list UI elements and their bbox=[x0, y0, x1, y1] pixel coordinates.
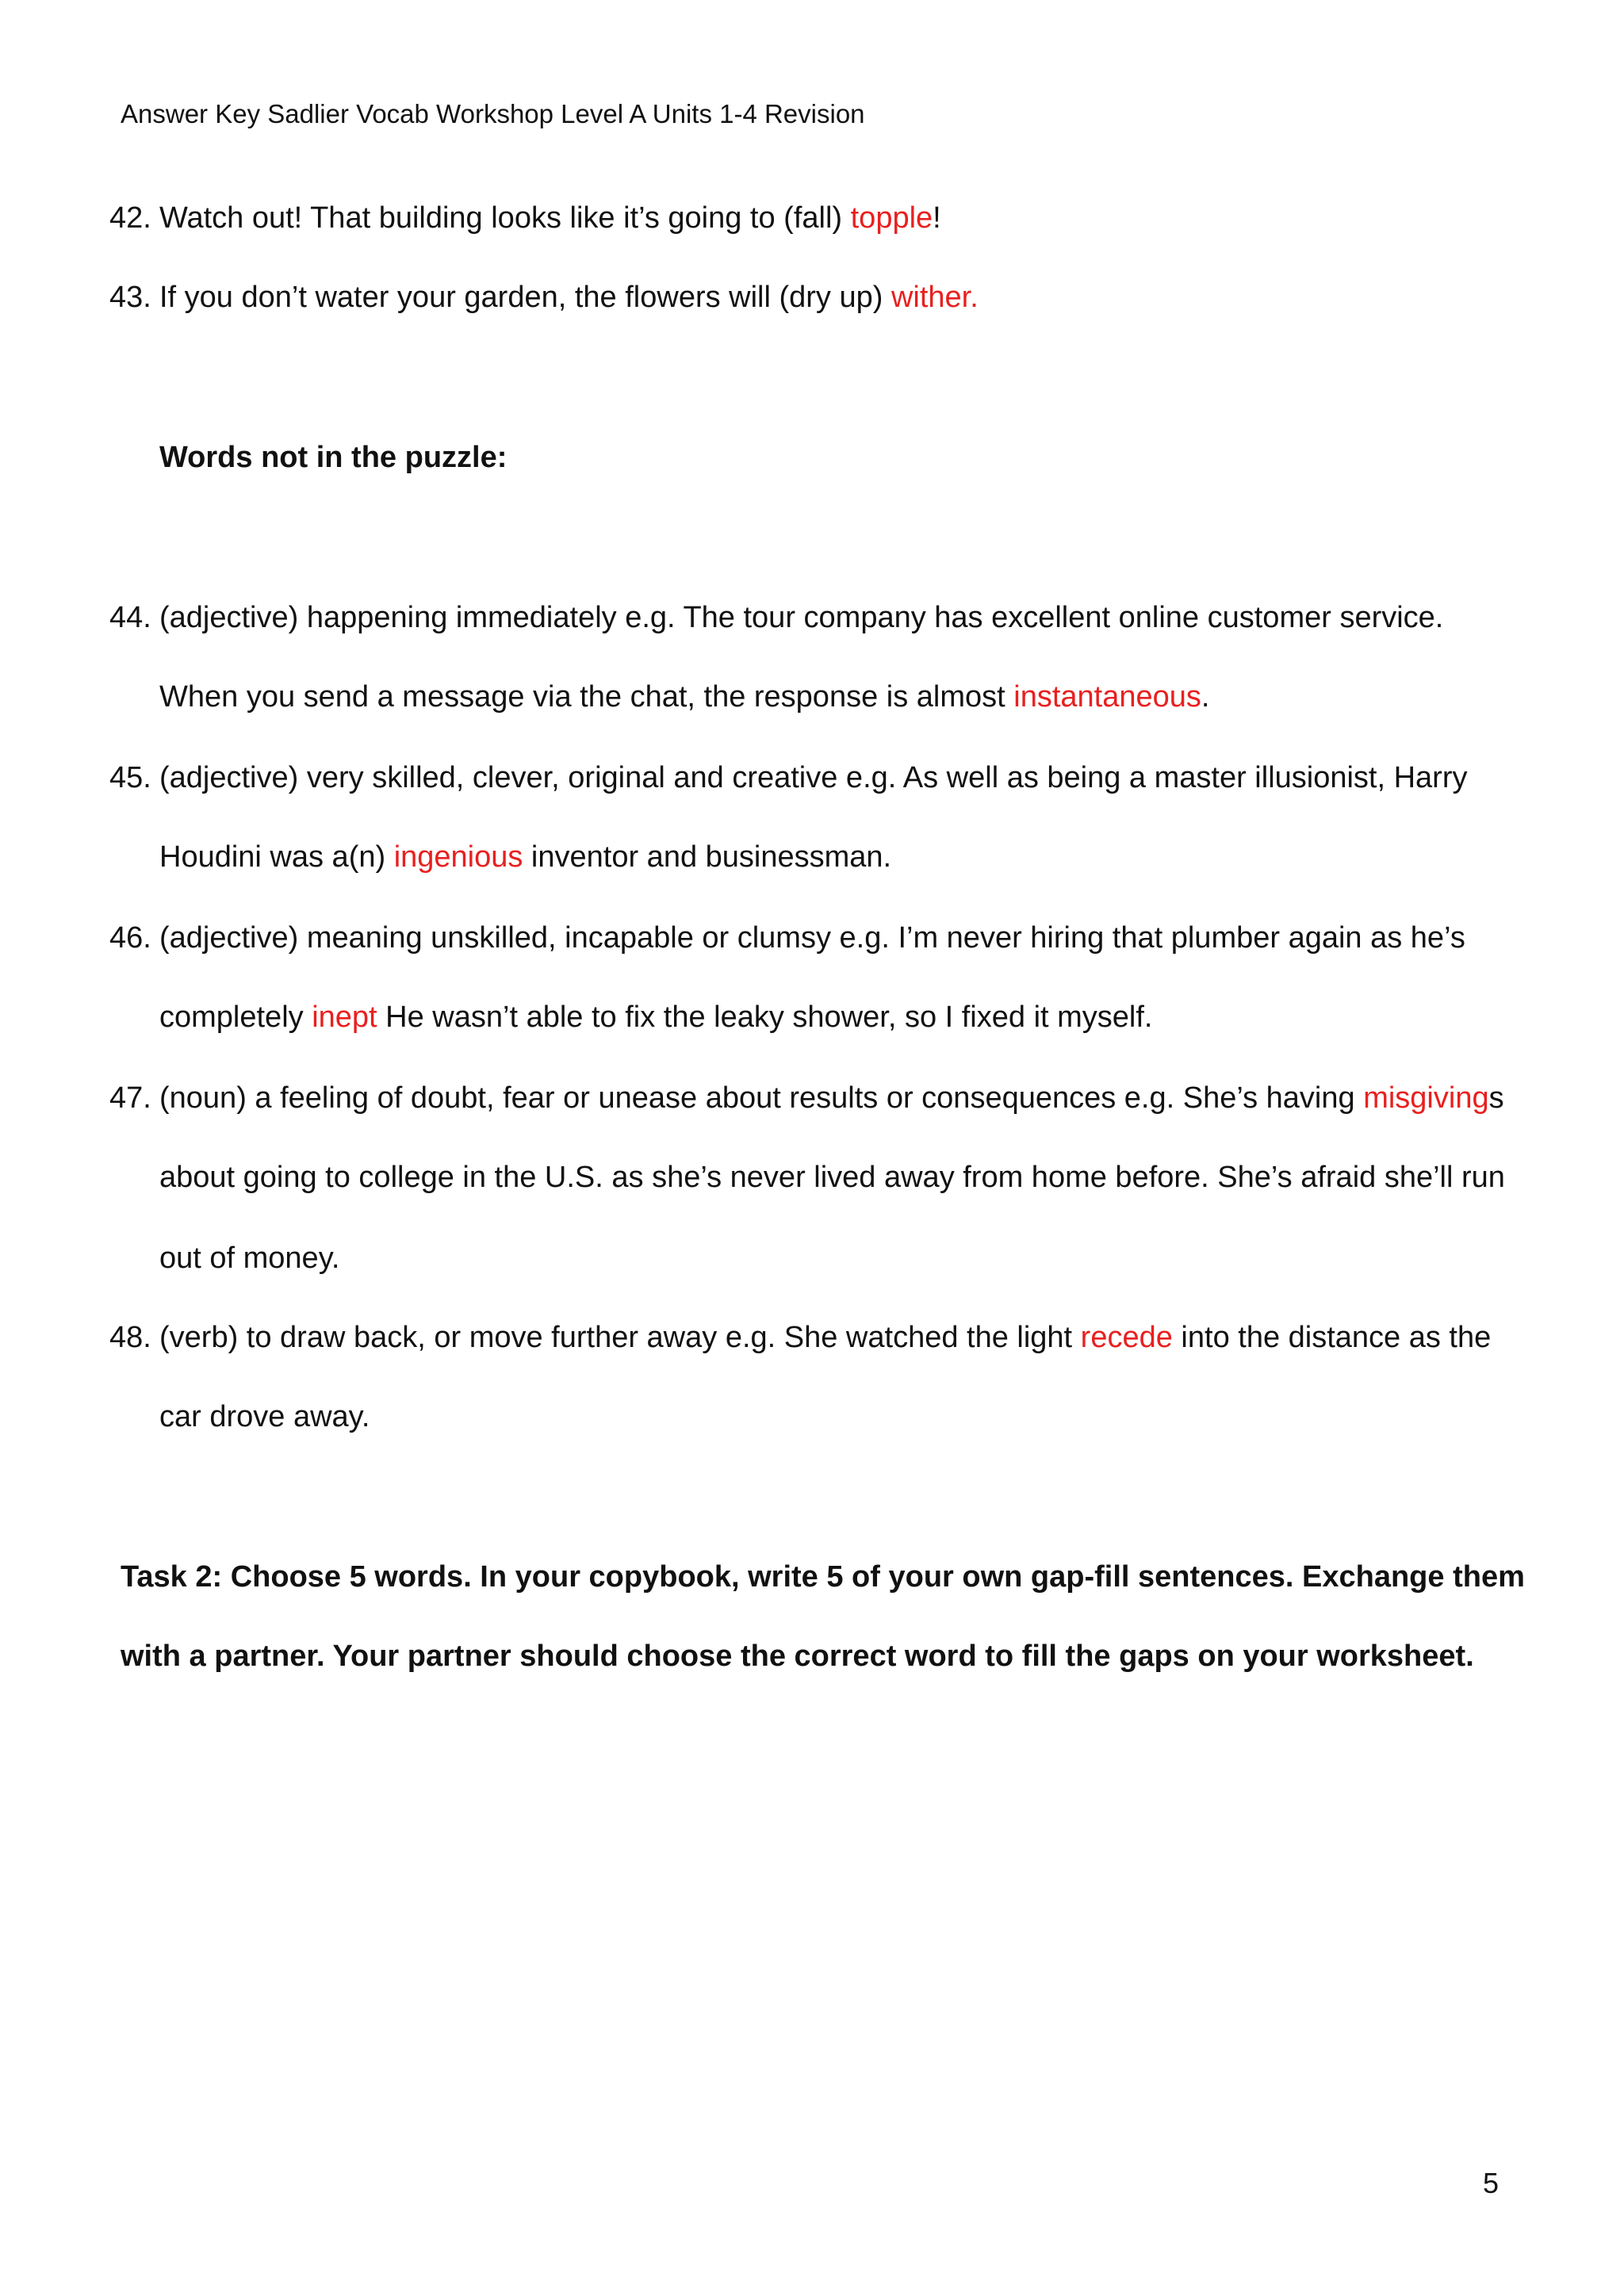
item-text-after: . bbox=[1201, 680, 1210, 714]
item-text: (verb) to draw back, or move further away e.g. She watched the light bbox=[159, 1321, 1081, 1354]
item-text: When you send a message via the chat, the response is almost bbox=[159, 680, 1014, 714]
task-instruction-line1: Task 2: Choose 5 words. In your copybook, write 5 of your own gap-fill sentences. Exchange them bbox=[121, 1560, 1525, 1594]
item-44-line1 bbox=[109, 598, 1443, 637]
item-text: Watch out! That building looks like it’s going to (fall) bbox=[159, 201, 851, 235]
item-47-line3: out of money. bbox=[159, 1242, 340, 1275]
item-number: 45. bbox=[109, 761, 151, 794]
item-45-line2 bbox=[159, 837, 891, 877]
item-number: 43. bbox=[109, 281, 151, 314]
item-text: If you don’t water your garden, the flowers will (dry up) bbox=[159, 281, 891, 314]
item-43 bbox=[109, 277, 979, 317]
section-heading: Words not in the puzzle: bbox=[159, 441, 508, 474]
item-text: (adjective) meaning unskilled, incapable or clumsy e.g. I’m never hiring that plumber again as he’s bbox=[159, 921, 1465, 955]
answer-word: topple bbox=[850, 201, 933, 235]
document-header: Answer Key Sadlier Vocab Workshop Level A Units 1-4 Revision bbox=[121, 99, 865, 128]
answer-word: ingenious bbox=[393, 840, 523, 874]
item-45-line1 bbox=[109, 758, 1467, 798]
item-47-line1 bbox=[109, 1078, 1504, 1118]
answer-word: recede bbox=[1080, 1321, 1173, 1354]
answer-word: wither. bbox=[891, 281, 979, 314]
item-48-line1 bbox=[109, 1318, 1491, 1357]
item-46-line1 bbox=[109, 918, 1465, 958]
answer-word: misgiving bbox=[1363, 1081, 1489, 1115]
item-text-after: ! bbox=[933, 201, 941, 235]
item-46-line2 bbox=[159, 997, 1152, 1037]
item-text-after: inventor and businessman. bbox=[523, 840, 892, 874]
page-number: 5 bbox=[1483, 2167, 1500, 2199]
item-text-after: He wasn’t able to fix the leaky shower, so I fixed it myself. bbox=[377, 1001, 1153, 1034]
item-number: 48. bbox=[109, 1321, 151, 1354]
item-text-after: into the distance as the bbox=[1172, 1321, 1492, 1354]
answer-word: inept bbox=[312, 1001, 377, 1034]
item-text: Houdini was a(n) bbox=[159, 840, 394, 874]
item-text: completely bbox=[159, 1001, 312, 1034]
item-42 bbox=[109, 198, 941, 238]
item-text: (adjective) happening immediately e.g. The tour company has excellent online customer service. bbox=[159, 601, 1444, 634]
item-number: 46. bbox=[109, 921, 151, 955]
item-text: (adjective) very skilled, clever, original and creative e.g. As well as being a master illusionist, Harry bbox=[159, 761, 1468, 794]
item-48-line2: car drove away. bbox=[159, 1400, 370, 1433]
task-instruction-line2: with a partner. Your partner should choose the correct word to fill the gaps on your worksheet. bbox=[121, 1640, 1474, 1673]
item-text-after: s bbox=[1488, 1081, 1504, 1115]
answer-word: instantaneous bbox=[1013, 680, 1201, 714]
item-44-line2 bbox=[159, 677, 1209, 717]
item-number: 44. bbox=[109, 601, 151, 634]
item-number: 47. bbox=[109, 1081, 151, 1115]
item-text: (noun) a feeling of doubt, fear or unease about results or consequences e.g. She’s having bbox=[159, 1081, 1364, 1115]
item-47-line2: about going to college in the U.S. as she’s never lived away from home before. She’s afraid she’ll run bbox=[159, 1161, 1505, 1194]
item-number: 42. bbox=[109, 201, 151, 235]
